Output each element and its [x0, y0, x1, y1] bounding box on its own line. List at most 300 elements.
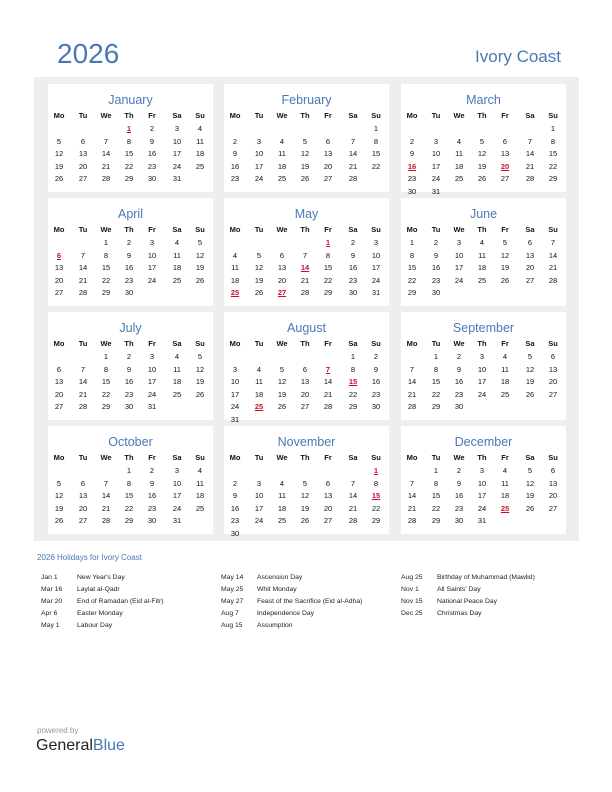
calendar-day: 13 — [78, 491, 88, 500]
calendar-day: 4 — [174, 352, 180, 361]
holiday-day: 16 — [407, 161, 417, 171]
calendar-day: 27 — [78, 174, 88, 183]
calendar-day: 12 — [525, 364, 535, 374]
calendar-day: 15 — [407, 263, 417, 272]
calendar-day: 23 — [124, 275, 134, 285]
calendar-day: 27 — [78, 516, 88, 525]
calendar-day: 10 — [477, 478, 487, 488]
calendar-day: 5 — [256, 250, 262, 260]
calendar-day: 10 — [230, 377, 240, 386]
calendar-day: 9 — [232, 149, 238, 158]
calendar-day: 14 — [407, 491, 417, 500]
weekday-header: We — [453, 339, 465, 348]
calendar-day: 24 — [147, 389, 157, 399]
calendar-day: 8 — [433, 478, 439, 488]
calendar-day: 15 — [101, 263, 111, 272]
calendar-day: 18 — [477, 263, 487, 272]
weekday-header: Tu — [78, 453, 88, 462]
calendar-day: 10 — [147, 364, 157, 374]
calendar-day: 7 — [550, 238, 556, 247]
holiday-day: 14 — [300, 263, 310, 272]
month-july — [48, 312, 213, 420]
weekday-header: Su — [548, 111, 558, 120]
calendar-day: 19 — [300, 161, 310, 171]
weekday-header: Fr — [501, 225, 509, 234]
calendar-day: 22 — [348, 389, 358, 399]
calendar-day: 22 — [371, 503, 381, 513]
calendar-day: 5 — [527, 466, 533, 475]
calendar-day: 15 — [431, 491, 441, 500]
weekday-header: Mo — [53, 453, 65, 462]
calendar-day: 8 — [433, 364, 439, 374]
weekday-header: Th — [300, 339, 310, 348]
holiday-day: 7 — [325, 364, 331, 374]
weekday-header: Mo — [229, 111, 241, 120]
calendar-day: 22 — [431, 503, 441, 513]
weekday-header: We — [276, 339, 288, 348]
weekday-header: We — [453, 225, 465, 234]
calendar-day: 4 — [232, 250, 238, 260]
calendar-day: 25 — [454, 174, 464, 183]
calendar-day: 29 — [101, 402, 111, 411]
calendar-day: 11 — [231, 263, 239, 272]
calendar-day: 31 — [371, 288, 381, 297]
holidays-heading: 2026 Holidays for Ivory Coast — [37, 553, 142, 562]
calendar-day: 20 — [54, 389, 64, 399]
calendar-day: 10 — [431, 149, 441, 158]
weekday-header: Tu — [254, 453, 264, 462]
month-january — [48, 84, 213, 192]
calendar-day: 2 — [232, 478, 238, 488]
calendar-day: 6 — [550, 466, 556, 475]
calendar-day: 23 — [454, 503, 464, 513]
month-title: February — [281, 93, 332, 107]
calendar-day: 20 — [78, 503, 88, 513]
weekday-header: Sa — [348, 339, 358, 348]
calendar-day: 30 — [124, 288, 134, 297]
calendar-day: 26 — [525, 503, 535, 513]
calendar-day: 8 — [373, 478, 379, 488]
holiday-date: May 25 — [221, 586, 244, 593]
calendar-day: 21 — [407, 503, 417, 513]
calendar-day: 7 — [409, 364, 415, 374]
calendar-day: 8 — [103, 364, 109, 374]
calendar-day: 19 — [477, 161, 487, 171]
weekday-header: We — [453, 111, 465, 120]
weekday-header: Su — [195, 225, 205, 234]
month-august — [224, 312, 389, 424]
month-title: May — [294, 207, 319, 221]
calendar-day: 4 — [197, 466, 203, 475]
calendar-day: 20 — [525, 263, 535, 272]
calendar-day: 15 — [124, 491, 134, 500]
calendar-day: 30 — [124, 402, 134, 411]
holiday-day: 6 — [56, 250, 62, 260]
calendar-day: 23 — [407, 174, 417, 183]
calendar-day: 20 — [54, 275, 64, 285]
calendar-day: 18 — [454, 161, 464, 171]
calendar-day: 8 — [409, 250, 415, 260]
calendar-day: 28 — [78, 288, 88, 297]
calendar-day: 5 — [479, 136, 485, 146]
weekday-header: Tu — [254, 225, 264, 234]
calendar-day: 18 — [277, 503, 287, 513]
calendar-day: 26 — [300, 174, 310, 183]
weekday-header: Th — [124, 453, 134, 462]
month-may — [224, 198, 389, 306]
calendar-day: 5 — [302, 136, 308, 146]
calendar-day: 24 — [454, 275, 464, 285]
calendar-day: 14 — [323, 377, 333, 386]
logo-blue: Blue — [92, 737, 125, 754]
calendar-day: 19 — [195, 377, 205, 386]
calendar-day: 28 — [300, 288, 310, 297]
weekday-header: Fr — [324, 225, 332, 234]
calendar-day: 27 — [54, 288, 64, 297]
calendar-day: 13 — [525, 250, 535, 260]
weekday-header: Su — [371, 339, 381, 348]
calendar-day: 17 — [230, 389, 240, 399]
calendar-day: 19 — [300, 503, 310, 513]
calendar-day: 10 — [254, 491, 264, 500]
weekday-header: Su — [195, 453, 205, 462]
calendar-day: 9 — [149, 478, 155, 488]
calendar-grid — [34, 77, 579, 541]
weekday-header: Fr — [501, 339, 509, 348]
calendar-day: 26 — [300, 516, 310, 525]
calendar-day: 19 — [54, 161, 64, 171]
calendar-day: 17 — [147, 263, 157, 272]
calendar-day: 10 — [147, 250, 157, 260]
calendar-day: 23 — [348, 275, 358, 285]
calendar-day: 22 — [548, 161, 558, 171]
calendar-day: 18 — [172, 263, 182, 272]
calendar-day: 26 — [195, 275, 205, 285]
calendar-day: 18 — [230, 275, 240, 285]
calendar-day: 11 — [455, 149, 463, 158]
weekday-header: Su — [548, 453, 558, 462]
holiday-name: Christmas Day — [437, 610, 482, 617]
calendar-day: 11 — [255, 377, 263, 386]
month-october — [48, 426, 213, 534]
holiday-date: Mar 20 — [41, 598, 63, 605]
calendar-day: 26 — [525, 389, 535, 399]
calendar-day: 12 — [525, 478, 535, 488]
calendar-day: 17 — [172, 149, 182, 158]
weekday-header: Mo — [229, 225, 241, 234]
calendar-day: 17 — [172, 491, 182, 500]
calendar-day: 9 — [373, 364, 379, 374]
calendar-day: 14 — [525, 149, 535, 158]
calendar-day: 30 — [147, 516, 157, 525]
calendar-day: 22 — [124, 503, 134, 513]
country-title: Ivory Coast — [475, 47, 561, 66]
logo-general: General — [36, 737, 93, 754]
calendar-day: 31 — [147, 402, 157, 411]
weekday-header: Th — [124, 225, 134, 234]
holiday-name: New Year's Day — [77, 574, 125, 581]
calendar-day: 13 — [54, 263, 64, 272]
weekday-header: Sa — [348, 453, 358, 462]
weekday-header: We — [276, 111, 288, 120]
calendar-day: 25 — [277, 516, 287, 525]
calendar-day: 14 — [348, 491, 358, 500]
calendar-day: 3 — [256, 478, 262, 488]
calendar-day: 16 — [147, 149, 157, 158]
calendar-day: 14 — [101, 491, 111, 500]
calendar-day: 23 — [454, 389, 464, 399]
calendar-day: 24 — [477, 389, 487, 399]
calendar-day: 21 — [407, 389, 417, 399]
calendar-day: 28 — [407, 402, 417, 411]
calendar-day: 23 — [147, 161, 157, 171]
calendar-day: 6 — [302, 364, 308, 374]
weekday-header: Mo — [406, 225, 418, 234]
calendar-day: 13 — [277, 263, 287, 272]
calendar-day: 15 — [124, 149, 134, 158]
calendar-day: 4 — [279, 136, 285, 146]
calendar-day: 13 — [548, 478, 558, 488]
weekday-header: We — [100, 225, 112, 234]
calendar-day: 16 — [230, 161, 240, 171]
calendar-day: 29 — [407, 288, 417, 297]
weekday-header: Sa — [525, 225, 535, 234]
weekday-header: Fr — [148, 111, 156, 120]
calendar-day: 17 — [254, 503, 264, 513]
calendar-day: 7 — [103, 136, 109, 146]
weekday-header: Mo — [229, 339, 241, 348]
holiday-name: Feast of the Sacrifice (Eid al-Adha) — [257, 598, 363, 605]
calendar-day: 18 — [195, 491, 205, 500]
calendar-day: 2 — [126, 238, 132, 247]
calendar-day: 19 — [525, 491, 535, 500]
generalblue-logo[interactable] — [36, 737, 125, 755]
calendar-day: 27 — [323, 516, 333, 525]
calendar-day: 1 — [103, 238, 109, 247]
calendar-day: 23 — [147, 503, 157, 513]
weekday-header: Tu — [254, 111, 264, 120]
calendar-day: 12 — [54, 149, 64, 158]
holiday-date: Nov 15 — [401, 598, 423, 605]
calendar-day: 14 — [407, 377, 417, 386]
calendar-day: 21 — [300, 275, 310, 285]
calendar-day: 3 — [149, 352, 155, 361]
holiday-name: Independence Day — [257, 610, 315, 617]
weekday-header: We — [276, 453, 288, 462]
calendar-day: 6 — [325, 136, 331, 146]
calendar-day: 24 — [371, 275, 381, 285]
calendar-day: 9 — [456, 478, 462, 488]
weekday-header: Sa — [348, 225, 358, 234]
calendar-day: 5 — [197, 238, 203, 247]
calendar-day: 16 — [431, 263, 441, 272]
month-february — [224, 84, 389, 192]
calendar-day: 2 — [456, 352, 462, 361]
holiday-day: 1 — [325, 238, 331, 247]
calendar-day: 21 — [323, 389, 333, 399]
calendar-day: 16 — [454, 491, 464, 500]
weekday-header: Tu — [431, 339, 441, 348]
calendar-day: 24 — [147, 275, 157, 285]
month-title: November — [277, 435, 336, 449]
calendar-day: 3 — [256, 136, 262, 146]
calendar-day: 6 — [527, 238, 533, 247]
holiday-date: Nov 1 — [401, 586, 419, 593]
calendar-day: 22 — [101, 389, 111, 399]
calendar-day: 14 — [78, 377, 88, 386]
calendar-day: 14 — [348, 149, 358, 158]
calendar-day: 26 — [54, 174, 64, 183]
calendar-day: 30 — [147, 174, 157, 183]
month-title: June — [469, 207, 498, 221]
calendar-day: 20 — [277, 275, 287, 285]
calendar-day: 2 — [373, 352, 379, 361]
weekday-header: Fr — [501, 111, 509, 120]
calendar-day: 13 — [78, 149, 88, 158]
calendar-day: 28 — [101, 516, 111, 525]
calendar-day: 5 — [197, 352, 203, 361]
calendar-day: 17 — [477, 377, 487, 386]
calendar-day: 1 — [433, 466, 439, 475]
calendar-day: 6 — [550, 352, 556, 361]
calendar-day: 2 — [433, 238, 439, 247]
calendar-day: 28 — [407, 516, 417, 525]
calendar-day: 25 — [277, 174, 287, 183]
weekday-header: Fr — [501, 453, 509, 462]
calendar-day: 24 — [254, 516, 264, 525]
calendar-day: 14 — [78, 263, 88, 272]
calendar-day: 16 — [124, 377, 134, 386]
month-title: March — [466, 93, 501, 107]
month-title: April — [117, 207, 143, 221]
holiday-date: May 27 — [221, 598, 244, 605]
calendar-day: 25 — [477, 275, 487, 285]
weekday-header: Su — [371, 453, 381, 462]
calendar-day: 30 — [431, 288, 441, 297]
calendar-day: 22 — [407, 275, 417, 285]
calendar-day: 17 — [477, 491, 487, 500]
month-title: January — [108, 93, 153, 107]
holiday-name: Assumption — [257, 622, 293, 629]
calendar-day: 4 — [174, 238, 180, 247]
calendar-day: 8 — [350, 364, 356, 374]
calendar-day: 1 — [103, 352, 109, 361]
calendar-day: 4 — [479, 238, 485, 247]
calendar-day: 16 — [230, 503, 240, 513]
calendar-day: 26 — [195, 389, 205, 399]
calendar-day: 18 — [195, 149, 205, 158]
calendar-day: 28 — [348, 174, 358, 183]
calendar-day: 26 — [254, 288, 264, 297]
weekday-header: Mo — [53, 225, 65, 234]
calendar-day: 8 — [550, 136, 556, 146]
calendar-day: 21 — [101, 161, 111, 171]
calendar-day: 31 — [477, 516, 487, 525]
calendar-day: 1 — [550, 124, 556, 133]
weekday-header: Fr — [324, 453, 332, 462]
calendar-day: 28 — [548, 275, 558, 285]
calendar-day: 31 — [230, 414, 240, 424]
calendar-day: 3 — [174, 466, 180, 475]
calendar-day: 10 — [477, 364, 487, 374]
calendar-day: 29 — [323, 288, 333, 297]
holiday-name: National Peace Day — [437, 598, 498, 605]
year-title: 2026 — [57, 38, 120, 69]
holiday-day: 25 — [254, 402, 264, 411]
calendar-day: 14 — [101, 149, 111, 158]
calendar-day: 31 — [172, 174, 182, 183]
calendar-day: 29 — [548, 174, 558, 183]
calendar-day: 8 — [325, 250, 331, 260]
calendar-day: 13 — [500, 149, 510, 158]
calendar-day: 28 — [101, 174, 111, 183]
calendar-day: 16 — [454, 377, 464, 386]
calendar-day: 28 — [348, 516, 358, 525]
holiday-name: Birthday of Muhammad (Mawlid) — [437, 574, 535, 581]
calendar-day: 23 — [371, 389, 381, 399]
holiday-day: 15 — [371, 491, 381, 500]
calendar-day: 25 — [172, 389, 182, 399]
holiday-name: Laylat al-Qadr — [77, 586, 120, 593]
calendar-day: 29 — [431, 402, 441, 411]
weekday-header: Tu — [431, 111, 441, 120]
calendar-day: 11 — [196, 136, 204, 146]
weekday-header: Sa — [172, 225, 182, 234]
weekday-header: Mo — [53, 339, 65, 348]
calendar-day: 5 — [502, 238, 508, 247]
calendar-day: 20 — [548, 491, 558, 500]
calendar-day: 8 — [126, 136, 132, 146]
calendar-day: 22 — [431, 389, 441, 399]
calendar-day: 6 — [325, 478, 331, 488]
calendar-day: 12 — [195, 364, 205, 374]
calendar-day: 27 — [548, 503, 558, 513]
calendar-day: 19 — [254, 275, 264, 285]
calendar-day: 3 — [456, 238, 462, 247]
holiday-day: 27 — [277, 288, 287, 297]
weekday-header: Tu — [78, 111, 88, 120]
calendar-day: 25 — [195, 161, 205, 171]
weekday-header: Sa — [172, 339, 182, 348]
calendar-day: 30 — [348, 288, 358, 297]
weekday-header: Mo — [406, 111, 418, 120]
calendar-day: 23 — [230, 174, 240, 183]
calendar-day: 16 — [147, 491, 157, 500]
calendar-day: 7 — [80, 364, 86, 374]
month-december — [401, 426, 566, 534]
calendar-day: 11 — [196, 478, 204, 488]
calendar-day: 16 — [124, 263, 134, 272]
weekday-header: Sa — [172, 111, 182, 120]
weekday-header: Th — [477, 225, 487, 234]
calendar-day: 21 — [78, 389, 88, 399]
calendar-day: 29 — [124, 516, 134, 525]
holiday-name: Labour Day — [77, 622, 113, 629]
calendar-day: 30 — [230, 528, 240, 538]
calendar-day: 2 — [409, 136, 415, 146]
weekday-header: Fr — [148, 225, 156, 234]
calendar-day: 3 — [479, 352, 485, 361]
calendar-day: 15 — [431, 377, 441, 386]
holiday-date: Aug 15 — [221, 622, 243, 629]
calendar-day: 4 — [256, 364, 262, 374]
weekday-header: Th — [477, 111, 487, 120]
calendar-day: 20 — [300, 389, 310, 399]
calendar-day: 24 — [172, 503, 182, 513]
calendar-day: 19 — [500, 263, 510, 272]
calendar-day: 15 — [101, 377, 111, 386]
calendar-day: 21 — [548, 263, 558, 272]
